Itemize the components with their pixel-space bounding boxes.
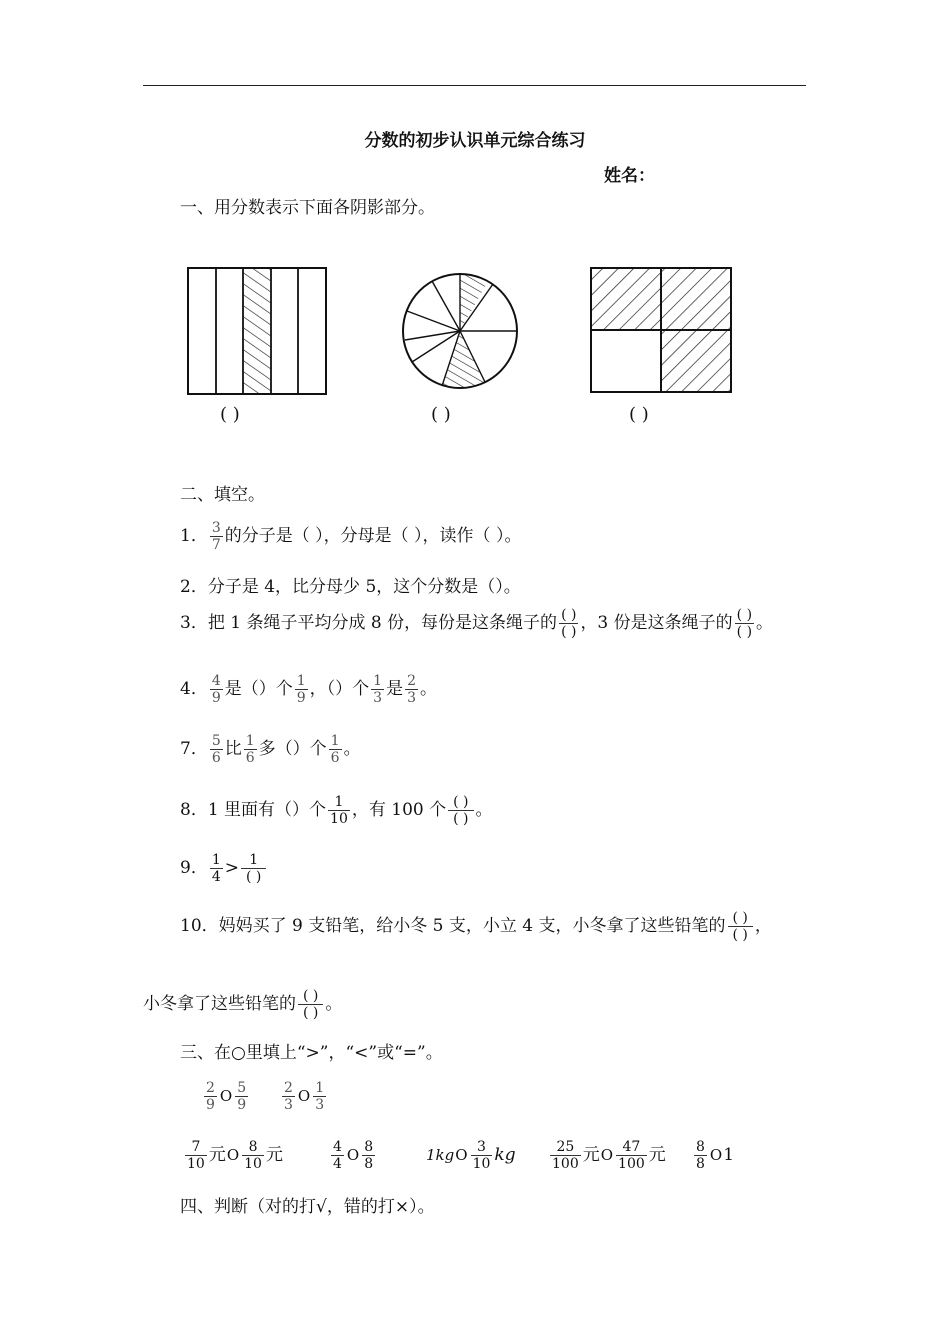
question-7: 7． $\frac{5}{6}$ 比 $\frac{1}{6}$ 多（）个 $\frac{1}{6}$ 。 (180, 733, 361, 766)
blank-fraction[interactable]: $\frac{( )}{( )}$ (298, 988, 323, 1021)
compare-circle[interactable]: O (346, 1146, 360, 1164)
question-10-continued: 小冬拿了这些铅笔的 $\frac{( )}{( )}$ 。 (143, 988, 343, 1021)
answer-paren-3: ( ) (629, 404, 649, 425)
question-10: 10．妈妈买了 9 支铅笔，给小冬 5 支，小立 4 支，小冬拿了这些铅笔的 $\frac{( )}{( )}$ ， (180, 910, 772, 943)
section1-heading: 一、用分数表示下面各阴影部分。 (180, 198, 435, 218)
top-rule (143, 85, 806, 86)
compare-circle[interactable]: O (600, 1146, 614, 1164)
section4-heading: 四、判断（对的打√，错的打×）。 (180, 1197, 435, 1217)
compare-circle[interactable]: O (219, 1087, 233, 1105)
page-title: 分数的初步认识单元综合练习 (364, 131, 586, 151)
answer-paren-1: ( ) (220, 404, 240, 425)
question-4: 4． $\frac{4}{9}$ 是（）个 $\frac{1}{9}$ ，（）个 $\frac{1}{3}$ 是 $\frac{2}{3}$ 。 (180, 673, 438, 706)
compare-7: $\frac{8}{8}$ O1 (696, 1139, 735, 1172)
figure-strips (186, 266, 328, 396)
blank-fraction[interactable]: $\frac{( )}{( )}$ (728, 910, 753, 943)
compare-5: 1kgO $\frac{3}{10}$ kg (426, 1139, 516, 1172)
figure-circle (400, 270, 520, 392)
compare-3: $\frac{7}{10}$ 元O $\frac{8}{10}$ 元 (187, 1139, 283, 1172)
question-2: 2．分子是 4，比分母少 5，这个分数是（）。 (180, 577, 521, 597)
compare-circle[interactable]: O (297, 1087, 311, 1105)
blank-fraction[interactable]: $\frac{( )}{( )}$ (736, 607, 753, 640)
question-9: 9． $\frac{1}{4}$ > $\frac{1}{( )}$ (180, 852, 268, 885)
compare-circle[interactable]: O (455, 1146, 468, 1164)
question-3: 3．把 1 条绳子平均分成 8 份，每份是这条绳子的 $\frac{( )}{( )}$ ，3 份是这条绳子的 $\frac{( )}{( )}$ 。 (180, 607, 774, 640)
question-1: 1． $\frac{3}{7}$ 的分子是（ ），分母是（ ），读作（ ）。 (180, 520, 522, 553)
fraction: $\frac{3}{7}$ (211, 520, 221, 553)
compare-circle[interactable]: O (226, 1146, 240, 1164)
compare-1: $\frac{2}{9}$ O $\frac{5}{9}$ (206, 1080, 247, 1113)
name-label: 姓名： (604, 166, 655, 186)
compare-circle[interactable]: O (709, 1146, 723, 1164)
answer-paren-2: ( ) (431, 404, 451, 425)
compare-6: $\frac{25}{100}$ 元O $\frac{47}{100}$ 元 (552, 1139, 666, 1172)
figure-grid (589, 266, 733, 394)
question-8: 8．1 里面有（）个 $\frac{1}{10}$ ，有 100 个 $\frac{( )}{( )}$ 。 (180, 794, 493, 827)
section3-heading: 三、在○里填上“>”，“<”或“=”。 (180, 1043, 443, 1063)
blank-fraction[interactable]: $\frac{( )}{( )}$ (448, 794, 473, 827)
blank-fraction[interactable]: $\frac{1}{( )}$ (241, 852, 266, 885)
blank-fraction[interactable]: $\frac{( )}{( )}$ (561, 607, 577, 640)
section2-heading: 二、填空。 (180, 485, 265, 505)
compare-2: $\frac{2}{3}$ O $\frac{1}{3}$ (284, 1080, 325, 1113)
compare-4: $\frac{4}{4}$ O $\frac{8}{8}$ (333, 1139, 374, 1172)
